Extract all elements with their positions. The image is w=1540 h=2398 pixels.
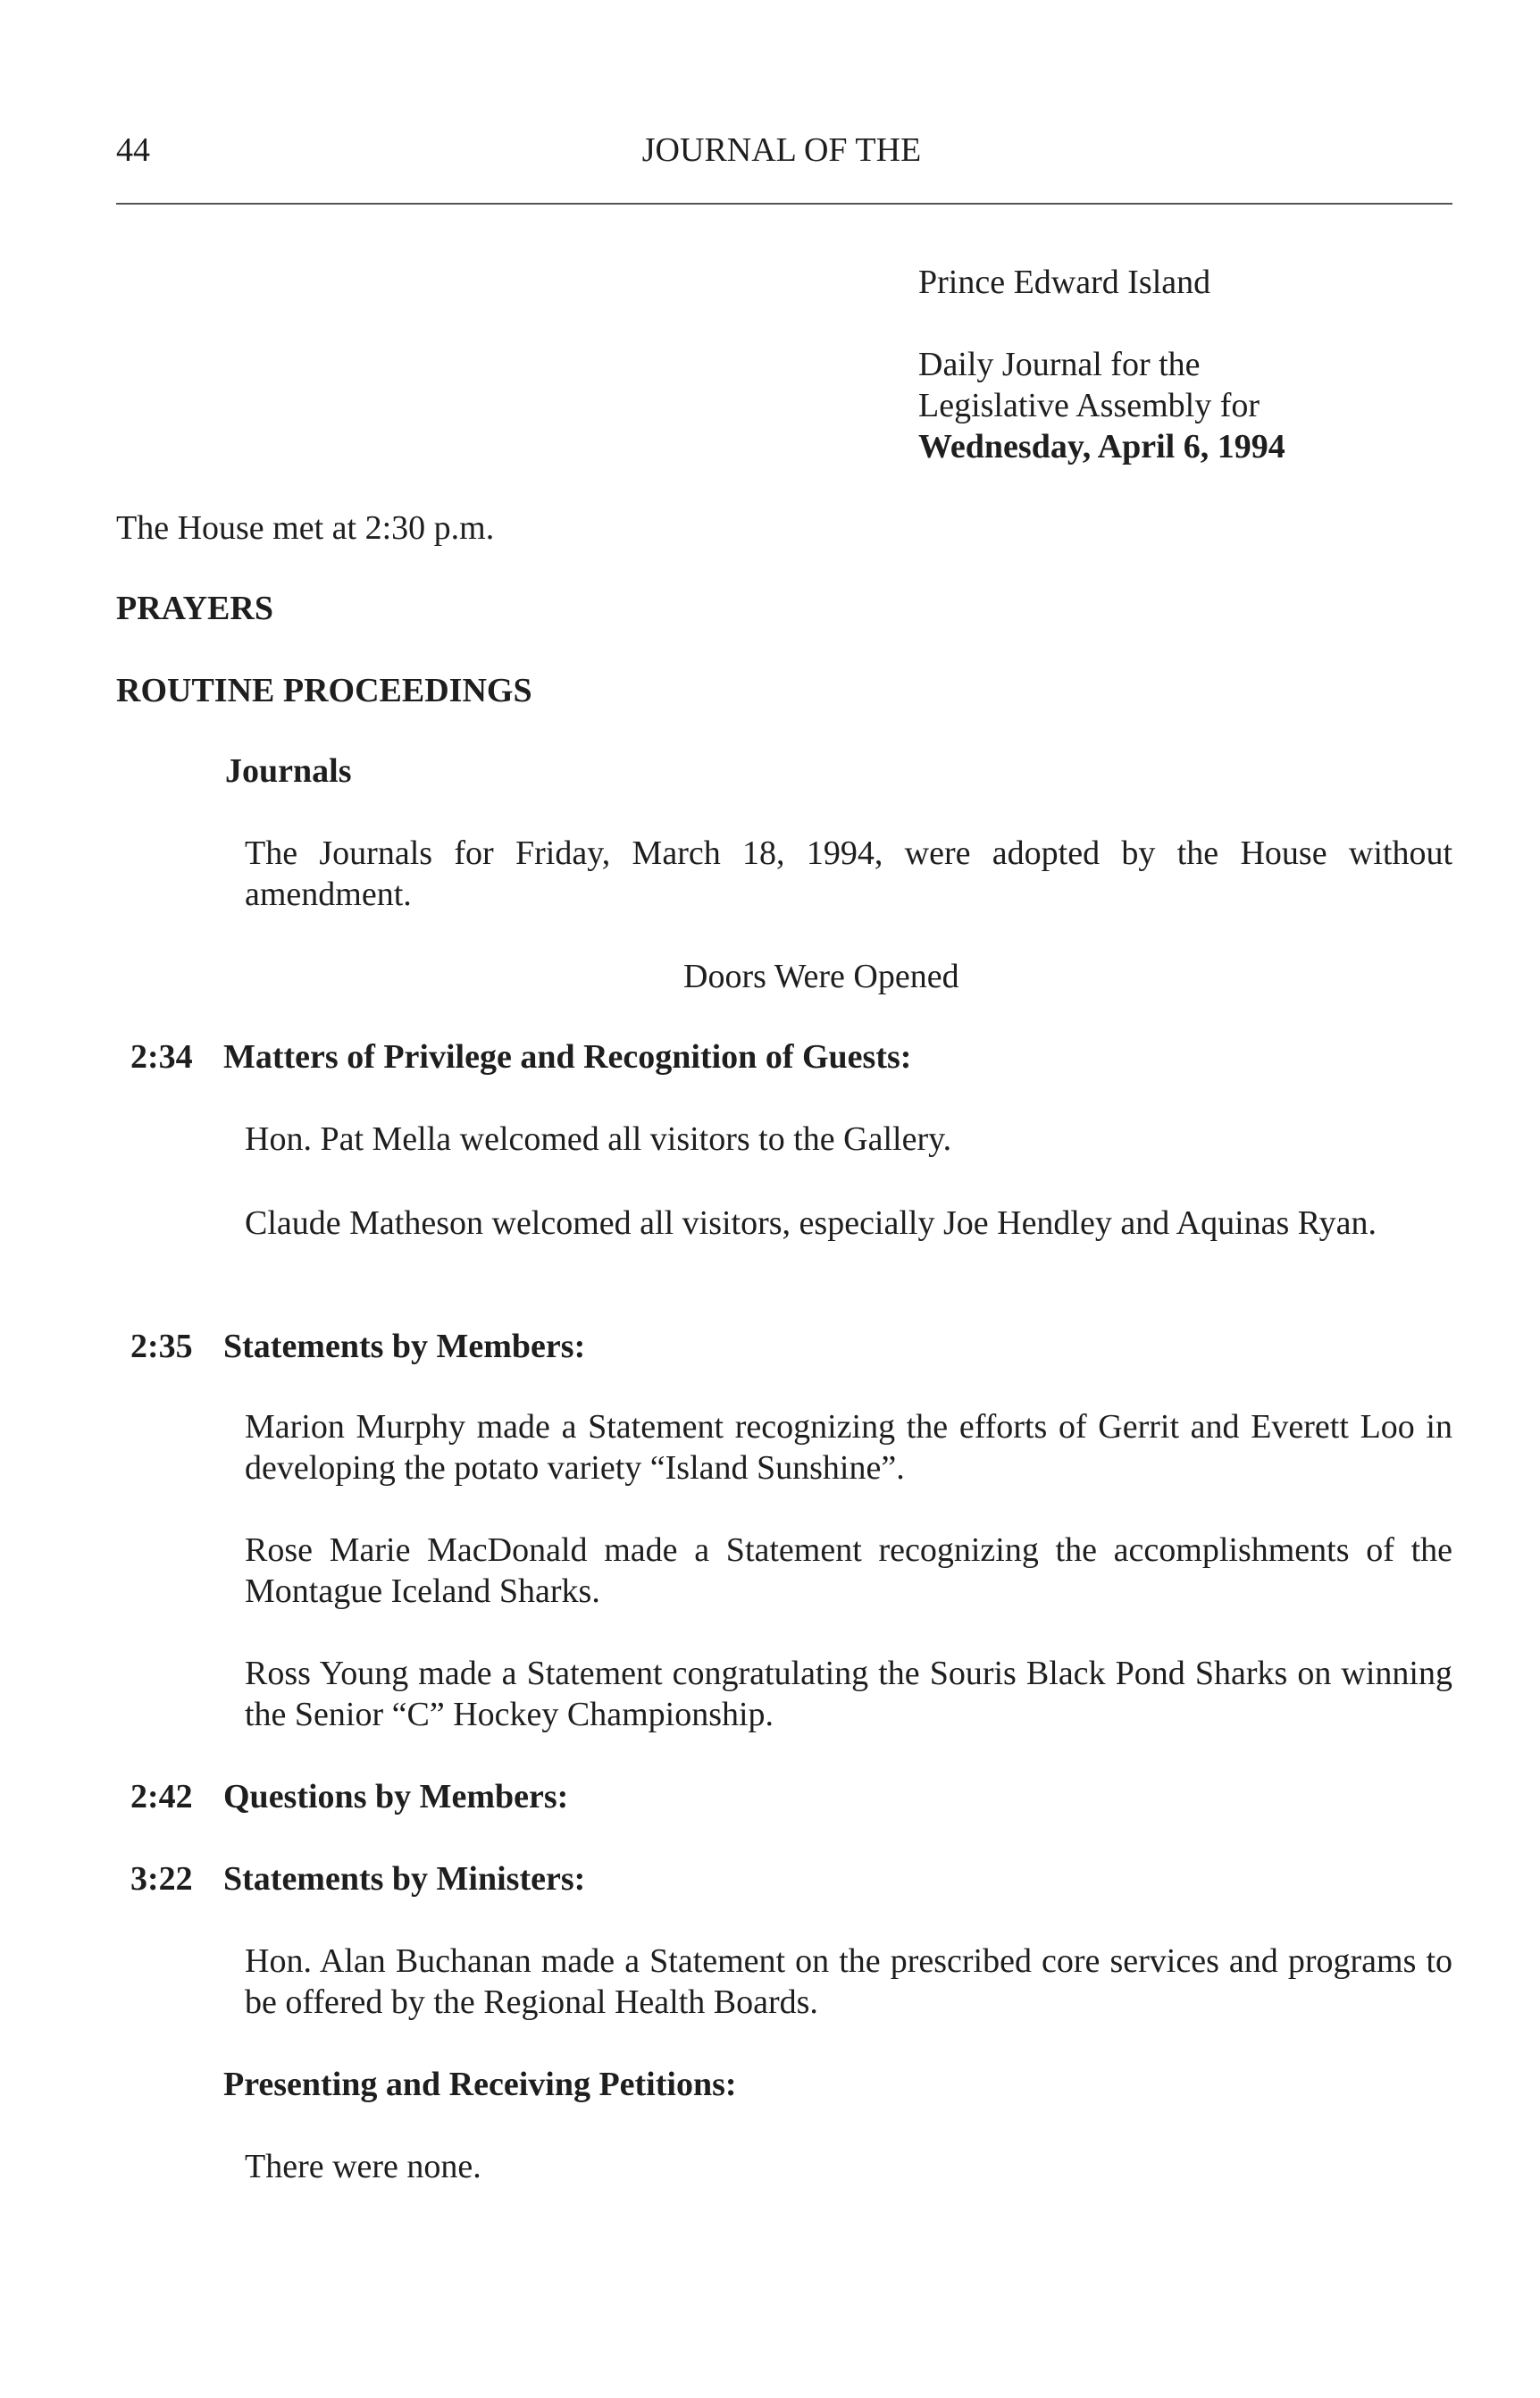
journals-heading: Journals	[225, 752, 352, 790]
questions-heading: Questions by Members:	[223, 1778, 569, 1815]
time-marker: 2:42	[130, 1778, 193, 1815]
minister-statement: Hon. Alan Buchanan made a Statement on the prescribed core services and programs to be offered by the Regional Health Boards.	[245, 1942, 1452, 2021]
journal-subtitle-line1: Daily Journal for the	[918, 346, 1201, 383]
journal-date: Wednesday, April 6, 1994	[918, 428, 1285, 465]
page-number: 44	[116, 131, 150, 169]
time-marker: 2:35	[130, 1328, 193, 1365]
routine-proceedings-heading: ROUTINE PROCEEDINGS	[116, 672, 532, 709]
header-rule	[116, 203, 1452, 205]
province-name: Prince Edward Island	[918, 264, 1211, 301]
running-title: JOURNAL OF THE	[641, 131, 922, 169]
privilege-item: Hon. Pat Mella welcomed all visitors to the Gallery.	[245, 1120, 952, 1158]
prayers-heading: PRAYERS	[116, 590, 273, 627]
petitions-heading: Presenting and Receiving Petitions:	[223, 2066, 737, 2103]
statements-members-heading: Statements by Members:	[223, 1328, 586, 1365]
meeting-time: The House met at 2:30 p.m.	[116, 509, 495, 547]
doors-opened: Doors Were Opened	[683, 958, 959, 995]
privilege-item: Claude Matheson welcomed all visitors, especially Joe Hendley and Aquinas Ryan.	[245, 1204, 1377, 1242]
journals-text: The Journals for Friday, March 18, 1994, were adopted by the House without amendment.	[245, 834, 1452, 913]
petitions-text: There were none.	[245, 2148, 481, 2185]
journal-subtitle-line2: Legislative Assembly for	[918, 387, 1260, 424]
member-statement: Marion Murphy made a Statement recognizing the efforts of Gerrit and Everett Loo in developing the potato variety “Island Sunshine”.	[245, 1408, 1452, 1487]
member-statement: Rose Marie MacDonald made a Statement recognizing the accomplishments of the Montague Iceland Sharks.	[245, 1531, 1452, 1610]
member-statement: Ross Young made a Statement congratulating the Souris Black Pond Sharks on winning the Senior “C” Hockey Championship.	[245, 1655, 1452, 1733]
privilege-heading: Matters of Privilege and Recognition of Guests:	[223, 1038, 912, 1076]
time-marker: 3:22	[130, 1860, 193, 1898]
statements-ministers-heading: Statements by Ministers:	[223, 1860, 586, 1898]
time-marker: 2:34	[130, 1038, 193, 1076]
